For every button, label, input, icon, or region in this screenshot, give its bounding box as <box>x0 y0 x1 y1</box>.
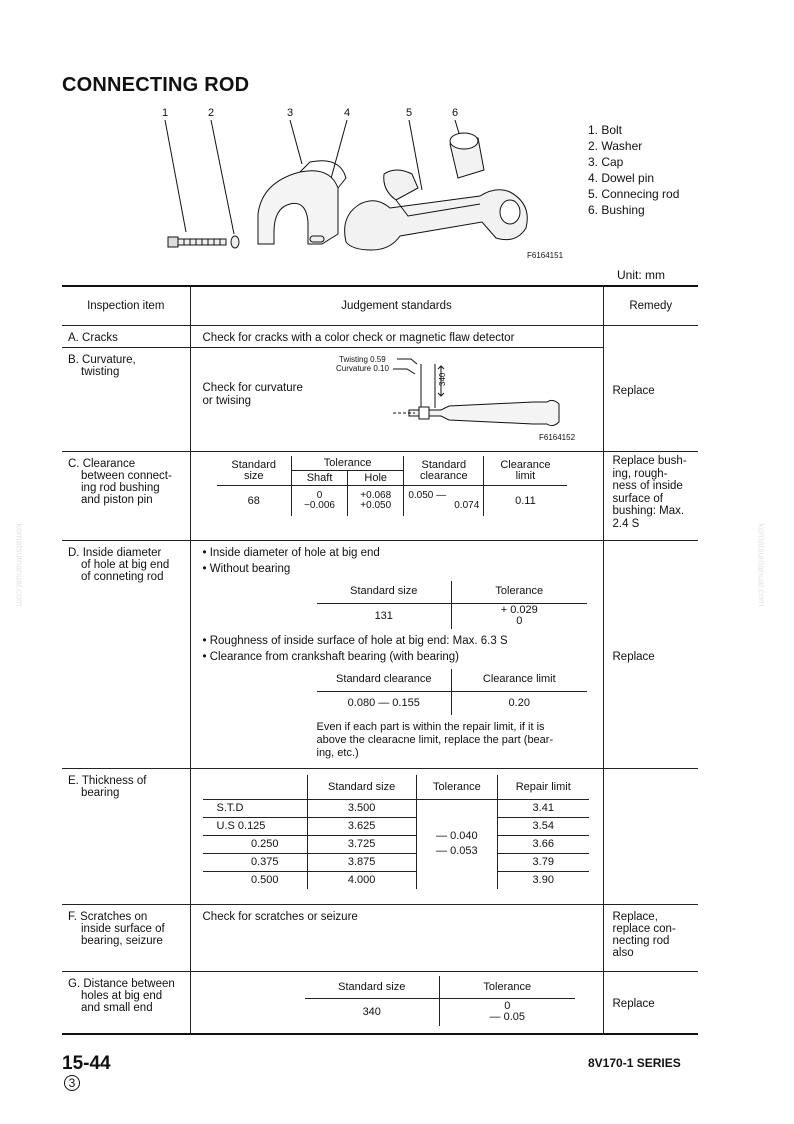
svg-text:Twisting 0.59: Twisting 0.59 <box>338 355 386 364</box>
col-standard-size: Standard size <box>307 775 416 799</box>
item-cracks: A. Cracks <box>62 326 190 348</box>
callout-3: 3 <box>287 107 294 119</box>
value-clearance-limit: 0.20 <box>508 696 530 709</box>
table-row: 0.375 3.875 3.79 <box>203 853 589 871</box>
legend-item: 4. Dowel pin <box>588 171 655 185</box>
item-distance: G. Distance between holes at big end and small end <box>62 972 190 1034</box>
watermark-right: komatsumanual.com <box>756 523 767 607</box>
value-tolerance: — 0.040 — 0.053 <box>416 799 497 889</box>
page-number: 15-44 <box>62 1053 111 1074</box>
unit-label: Unit: mm <box>617 268 665 282</box>
table-row <box>62 452 698 541</box>
table-row: S.T.D 3.500 — 0.040 — 0.053 3.41 <box>203 799 589 817</box>
callout-5: 5 <box>406 107 413 119</box>
legend-item: 5. Connecing rod <box>588 187 680 201</box>
legend-item: 3. Cap <box>588 155 624 169</box>
legend-item: 6. Bushing <box>588 203 645 217</box>
page-title: CONNECTING ROD <box>62 74 250 96</box>
col-tolerance: Tolerance <box>291 456 403 471</box>
value-tolerance: + 0.029 0 <box>500 604 538 628</box>
value-standard-size: 131 <box>317 603 452 629</box>
remedy-replace-ab: Replace <box>603 326 698 452</box>
value-standard-size: 340 <box>305 998 440 1026</box>
item-curvature: B. Curvature, twisting <box>62 348 190 452</box>
table-row <box>62 769 698 905</box>
item-bearing-thickness: E. Thickness of bearing <box>62 769 190 905</box>
remedy-bearing-thickness <box>603 769 698 905</box>
remedy-scratches: Replace, replace con- necting rod also <box>603 905 698 972</box>
col-clearance-limit: Clearance limit <box>452 669 587 691</box>
bearing-clearance-table <box>317 669 587 715</box>
value-shaft-tol: 0 −0.006 <box>291 486 347 516</box>
col-standard-size: Standard size <box>217 456 292 486</box>
callout-4: 4 <box>344 107 351 119</box>
table-header-row <box>62 286 698 326</box>
svg-text:Curvature 0.10: Curvature 0.10 <box>335 364 389 373</box>
col-standard-size: Standard size <box>305 976 440 998</box>
legend-item: 2. Washer <box>588 139 643 153</box>
curvature-diagram <box>331 352 596 444</box>
item-clearance-bushing: C. Clearance between connect- ing rod bushing and piston pin <box>62 452 190 541</box>
bushing-clearance-table <box>217 456 567 516</box>
bearing-thickness-table <box>203 775 589 889</box>
table-row <box>62 541 698 769</box>
standard-clearance-bushing <box>190 452 603 541</box>
standard-curvature: Check for curvature or twising Twisting 0.59 Curvature 0.10 F6164152 340 <box>190 348 603 452</box>
table-row <box>62 348 698 452</box>
connecting-rod-figure <box>150 104 580 264</box>
callout-1: 1 <box>162 107 169 119</box>
watermark-left: komatsumanual.com <box>14 523 25 607</box>
standard-scratches: Check for scratches or seizure <box>190 905 603 972</box>
value-standard-clearance: 0.050 — 0.074 <box>404 486 484 516</box>
header-inspection-item: Inspection item <box>62 286 190 326</box>
col-shaft: Shaft <box>291 471 347 486</box>
table-row: 0.500 4.000 3.90 <box>203 871 589 889</box>
callout-2: 2 <box>208 107 215 119</box>
value-standard-size: 68 <box>217 486 292 516</box>
value-clearance-limit: 0.11 <box>515 494 536 507</box>
table-row: 0.250 3.725 3.66 <box>203 835 589 853</box>
col-clearance-limit: Clearance limit <box>484 456 567 486</box>
remedy-bushing: Replace bush- ing, rough- ness of inside surface of bushing: Max. 2.4 S <box>603 452 698 541</box>
col-standard-size: Standard size <box>317 581 452 603</box>
series-label: 8V170-1 SERIES <box>588 1056 681 1070</box>
header-judgement-standards: Judgement standards <box>190 286 603 326</box>
col-standard-clearance: Standard clearance <box>317 669 452 691</box>
big-end-diameter-table <box>317 581 587 629</box>
col-tolerance: Tolerance <box>416 775 497 799</box>
col-hole: Hole <box>348 471 404 486</box>
revision-mark: 3 <box>64 1075 80 1091</box>
value-standard-clearance: 0.080 — 0.155 <box>317 691 452 715</box>
repair-note: Even if each part is within the repair limit, if it is above the clearacne limit, replace the part (bear- ing, etc.) <box>316 721 554 759</box>
standard-cracks: Check for cracks with a color check or magnetic flaw detector <box>190 326 603 348</box>
remedy-inside-diameter: Replace <box>603 541 698 769</box>
distance-table <box>305 976 575 1026</box>
table-row <box>62 905 698 972</box>
table-row <box>62 972 698 1034</box>
col-repair-limit: Repair limit <box>497 775 588 799</box>
figure-code: F6164151 <box>527 251 564 260</box>
item-scratches: F. Scratches on inside surface of bearing, seizure <box>62 905 190 972</box>
value-tolerance: 0 — 0.05 <box>489 1000 525 1024</box>
parts-legend <box>588 122 679 218</box>
callout-6: 6 <box>452 107 459 119</box>
svg-text:340: 340 <box>437 372 447 386</box>
standard-distance <box>190 972 603 1034</box>
value-hole-tol: +0.068 +0.050 <box>348 486 404 516</box>
standard-bearing-thickness <box>190 769 603 905</box>
inspection-table <box>62 285 698 1035</box>
header-remedy: Remedy <box>603 286 698 326</box>
col-standard-clearance: Standard clearance <box>404 456 484 486</box>
svg-text:F6164152: F6164152 <box>538 433 575 442</box>
standard-inside-diameter: • Inside diameter of hole at big end • Without bearing Standard size Tolerance 131 + 0.029 0 • Roughness of inside surface of hole at big end: Max. 6.3 S • Clearance from crankshaft bearing (with bearing) Standard clearance Clearance limit 0.080 — 0.155 0.20 Even if each part is within the repair limit, if it is above the clearacne limit, replace the part (bear- ing, etc.) <box>190 541 603 769</box>
col-tolerance: Tolerance <box>440 976 575 998</box>
table-row <box>62 326 698 348</box>
table-row: U.S 0.125 3.625 3.54 <box>203 817 589 835</box>
legend-item: 1. Bolt <box>588 123 623 137</box>
remedy-distance: Replace <box>603 972 698 1034</box>
col-tolerance: Tolerance <box>452 581 587 603</box>
item-inside-diameter: D. Inside diameter of hole at big end of conneting rod <box>62 541 190 769</box>
